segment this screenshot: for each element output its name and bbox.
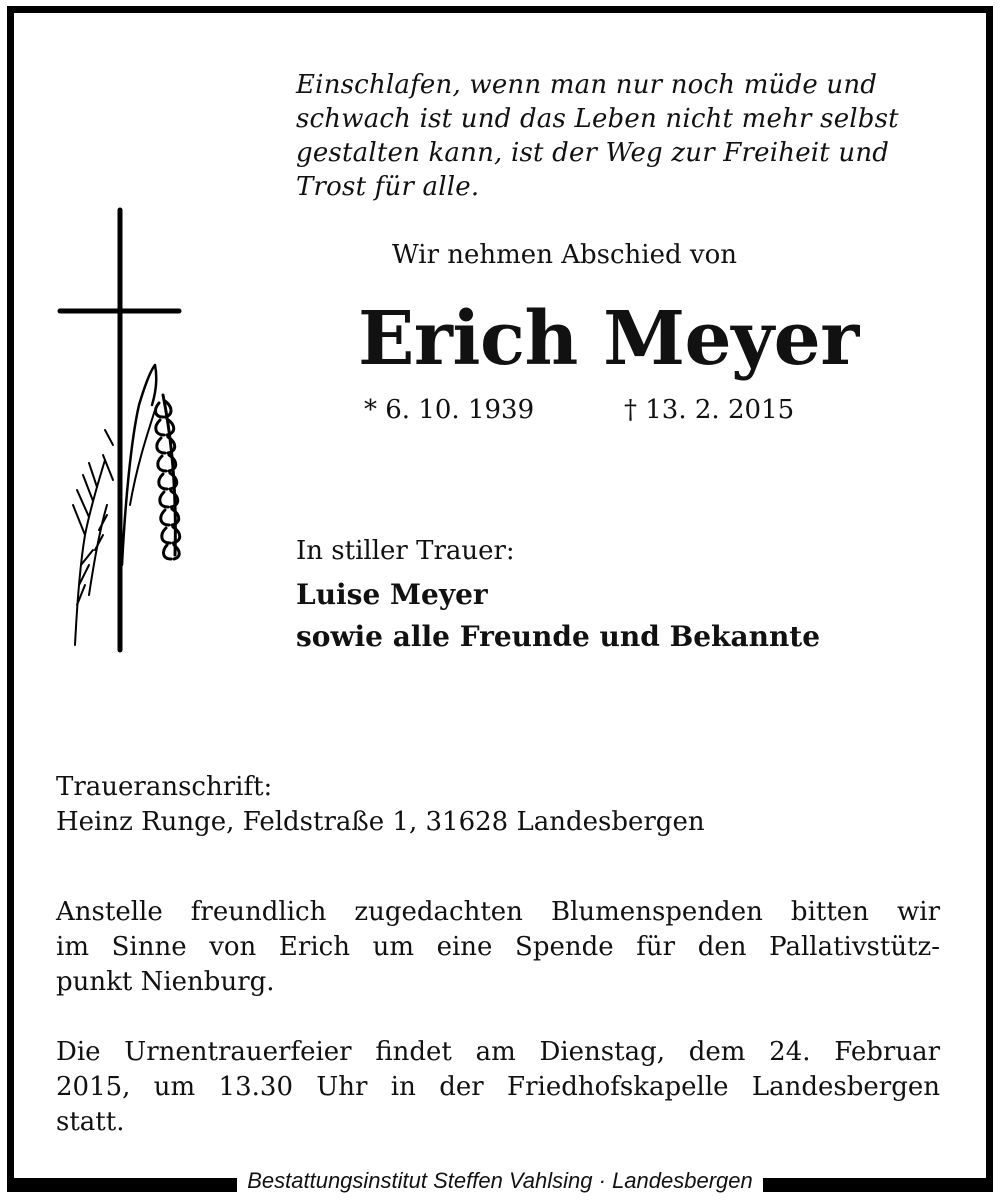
donation-line: punkt Nienburg. [56, 967, 275, 997]
poem [296, 68, 956, 204]
cross-with-wheat-icon [55, 205, 195, 655]
poem-line: Trost für alle. [296, 172, 480, 202]
mourning-label: In stiller Trauer: [296, 536, 515, 566]
donation-paragraph [56, 895, 940, 1000]
deceased-name: Erich Meyer [358, 296, 859, 382]
address-label: Traueranschrift: [56, 772, 273, 802]
poem-line: Einschlafen, wenn man nur noch müde und [296, 70, 878, 100]
ceremony-line: statt. [56, 1107, 125, 1137]
mourner-name: Luise Meyer [296, 578, 488, 611]
mourner-others: sowie alle Freunde und Bekannte [296, 620, 821, 653]
ceremony-paragraph [56, 1035, 940, 1140]
death-date: † 13. 2. 2015 [624, 395, 795, 425]
farewell-intro: Wir nehmen Abschied von [392, 240, 737, 270]
donation-line: im Sinne von Erich um eine Spende für den Pallativstütz- [56, 932, 940, 962]
poem-line: schwach ist und das Leben nicht mehr selbst [296, 104, 899, 134]
donation-line: Anstelle freundlich zugedachten Blumenspenden bitten wir [56, 897, 940, 927]
ceremony-line: 2015, um 13.30 Uhr in der Friedhofskapelle Landesbergen [56, 1072, 940, 1102]
mourning-address: Heinz Runge, Feldstraße 1, 31628 Landesbergen [56, 807, 705, 837]
funeral-home: Bestattungsinstitut Steffen Vahlsing · Landesbergen [237, 1166, 763, 1196]
birth-date: * 6. 10. 1939 [364, 395, 535, 425]
poem-line: gestalten kann, ist der Weg zur Freiheit und [296, 138, 890, 168]
ceremony-line: Die Urnentrauerfeier findet am Dienstag, dem 24. Februar [56, 1037, 940, 1067]
footer [0, 1166, 1000, 1200]
